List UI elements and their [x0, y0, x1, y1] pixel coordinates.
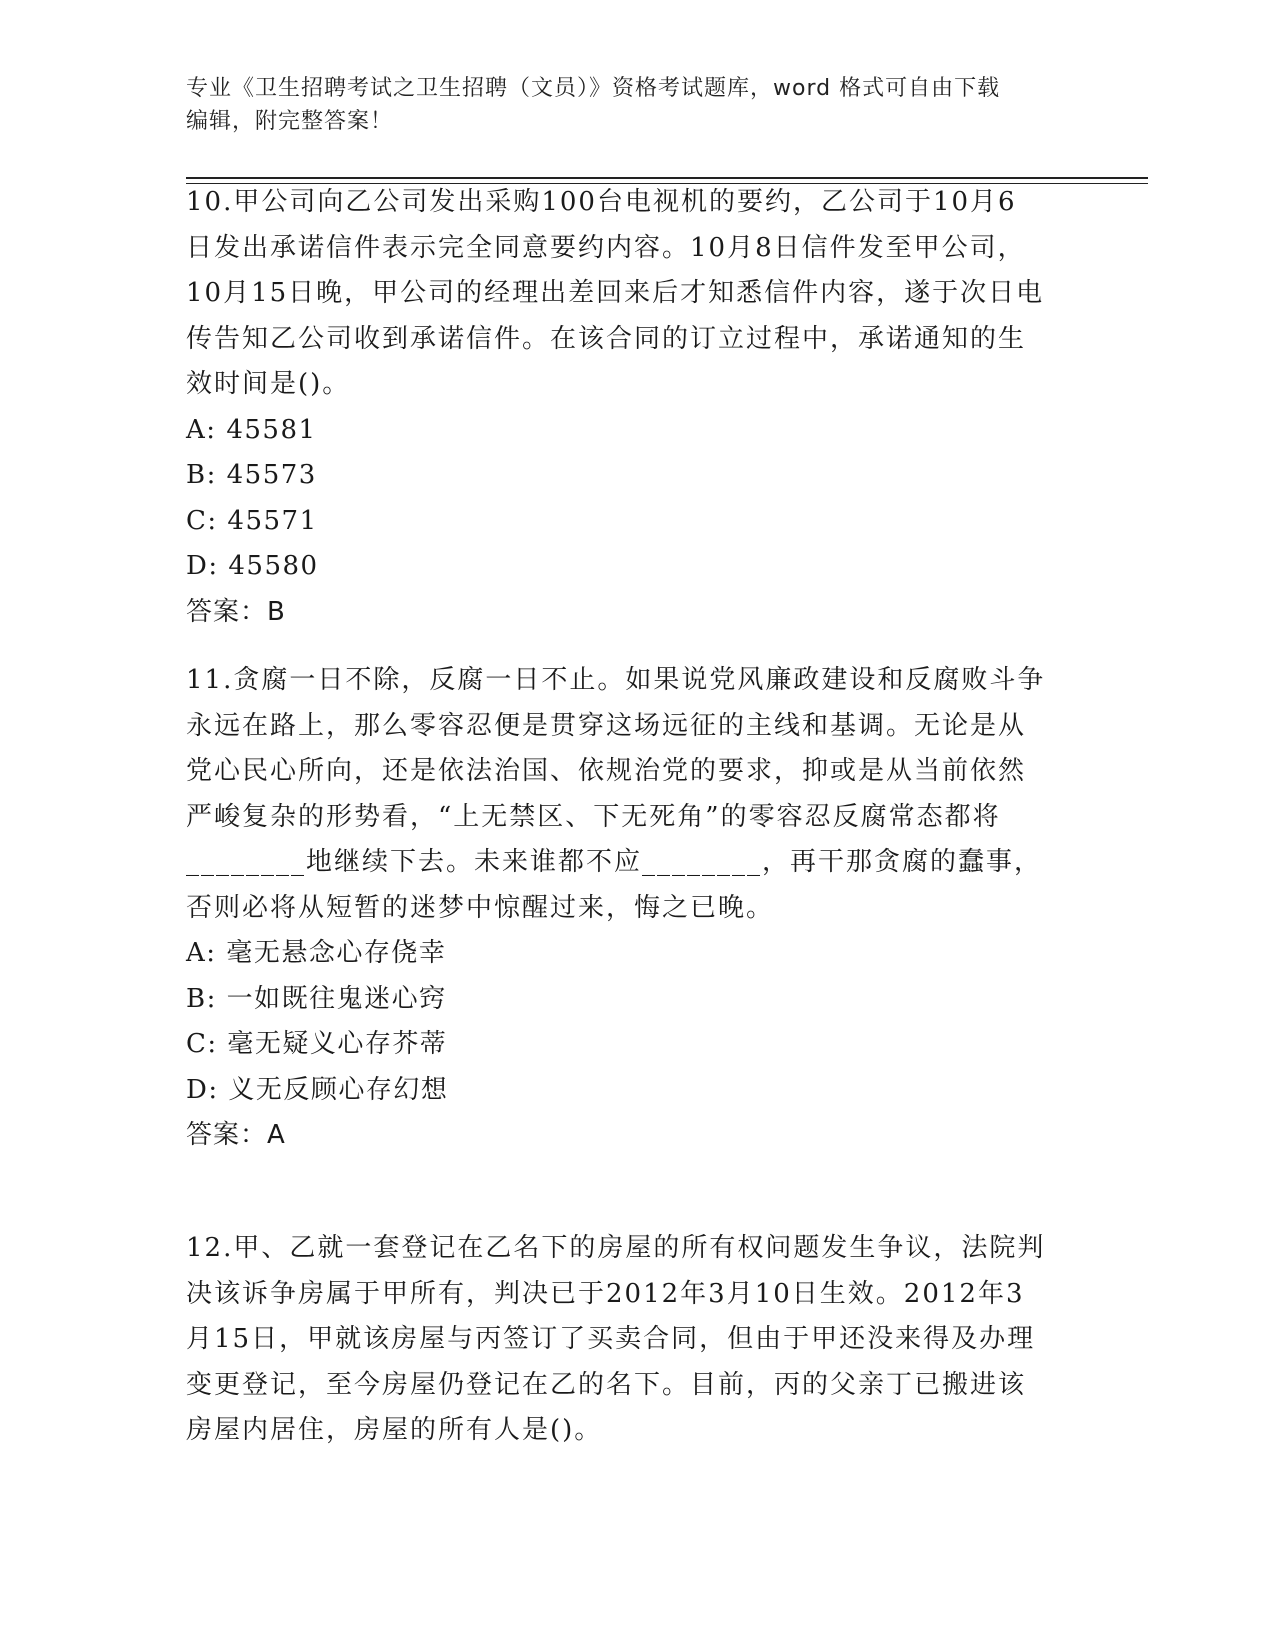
- question-stem-line: 11.贪腐一日不除，反腐一日不止。如果说党风廉政建设和反腐败斗争: [186, 665, 1046, 695]
- question-stem-line: 否则必将从短暂的迷梦中惊醒过来，悔之已晚。: [186, 892, 775, 923]
- option-a: [186, 931, 1086, 977]
- option-text: 45581: [226, 414, 317, 445]
- question-stem-line: 12.甲、乙就一套登记在乙名下的房屋的所有权问题发生争议，法院判: [186, 1233, 1046, 1263]
- option-d: [186, 544, 1086, 590]
- question-stem-line: 月15日，甲就该房屋与丙签订了买卖合同，但由于甲还没来得及办理: [186, 1324, 1036, 1354]
- question-stem-line: 效时间是()。: [186, 369, 351, 399]
- option-text: 一如既往鬼迷心窍: [226, 983, 447, 1014]
- option-key: B:: [186, 460, 217, 490]
- question-stem-line: 永远在路上，那么零容忍便是贯穿这场远征的主线和基调。无论是从: [186, 710, 1027, 741]
- option-text: 毫无悬念心存侥幸: [226, 938, 447, 968]
- question-stem-line: 传告知乙公司收到承诺信件。在该合同的订立过程中，承诺通知的生: [186, 323, 1027, 354]
- option-key: C:: [186, 505, 218, 536]
- header-line-1: 专业《卫生招聘考试之卫生招聘（文员）》资格考试题库，word 格式可自由下载: [186, 76, 1001, 101]
- option-c: [186, 499, 1086, 545]
- document-header: [186, 72, 1066, 138]
- option-key: C:: [186, 1029, 218, 1059]
- question-12: [186, 1226, 1086, 1454]
- option-key: A:: [186, 414, 217, 445]
- question-stem-line: 日发出承诺信件表示完全同意要约内容。10月8日信件发至甲公司，: [186, 232, 1026, 263]
- option-b: [186, 453, 1086, 499]
- question-stem-line: 10月15日晚，甲公司的经理出差回来后才知悉信件内容，遂于次日电: [186, 278, 1045, 308]
- option-text: 45573: [226, 460, 317, 490]
- answer: 答案：B: [186, 596, 286, 627]
- header-divider-thick: [186, 177, 1148, 179]
- option-b: [186, 977, 1086, 1023]
- question-stem-line: 房屋内居住，房屋的所有人是()。: [186, 1415, 603, 1445]
- question-stem-line: 变更登记，至今房屋仍登记在乙的名下。目前，丙的父亲丁已搬进该: [186, 1369, 1027, 1400]
- option-key: D:: [186, 551, 219, 581]
- question-stem-line: 党心民心所向，还是依法治国、依规治党的要求，抑或是从当前依然: [186, 756, 1027, 786]
- option-d: [186, 1068, 1086, 1114]
- option-key: A:: [186, 938, 217, 968]
- option-text: 义无反顾心存幻想: [228, 1074, 449, 1105]
- question-stem-line: 严峻复杂的形势看，“上无禁区、下无死角”的零容忍反腐常态都将: [186, 801, 1001, 832]
- answer: 答案：A: [186, 1120, 286, 1150]
- question-stem-line: ________地继续下去。未来谁都不应________，再干那贪腐的蠢事，: [186, 847, 1043, 877]
- question-10: [186, 180, 1086, 635]
- option-text: 45580: [228, 551, 319, 581]
- header-line-2: 编辑，附完整答案！: [186, 109, 394, 134]
- option-c: [186, 1022, 1086, 1068]
- option-text: 45571: [227, 505, 318, 536]
- option-a: [186, 408, 1086, 454]
- question-stem-line: 10.甲公司向乙公司发出采购100台电视机的要约，乙公司于10月6: [186, 187, 1017, 217]
- question-stem-line: 决该诉争房属于甲所有，判决已于2012年3月10日生效。2012年3: [186, 1278, 1025, 1309]
- option-key: D:: [186, 1074, 219, 1105]
- question-11: [186, 658, 1086, 1159]
- option-key: B:: [186, 983, 217, 1014]
- option-text: 毫无疑义心存芥蒂: [227, 1029, 448, 1059]
